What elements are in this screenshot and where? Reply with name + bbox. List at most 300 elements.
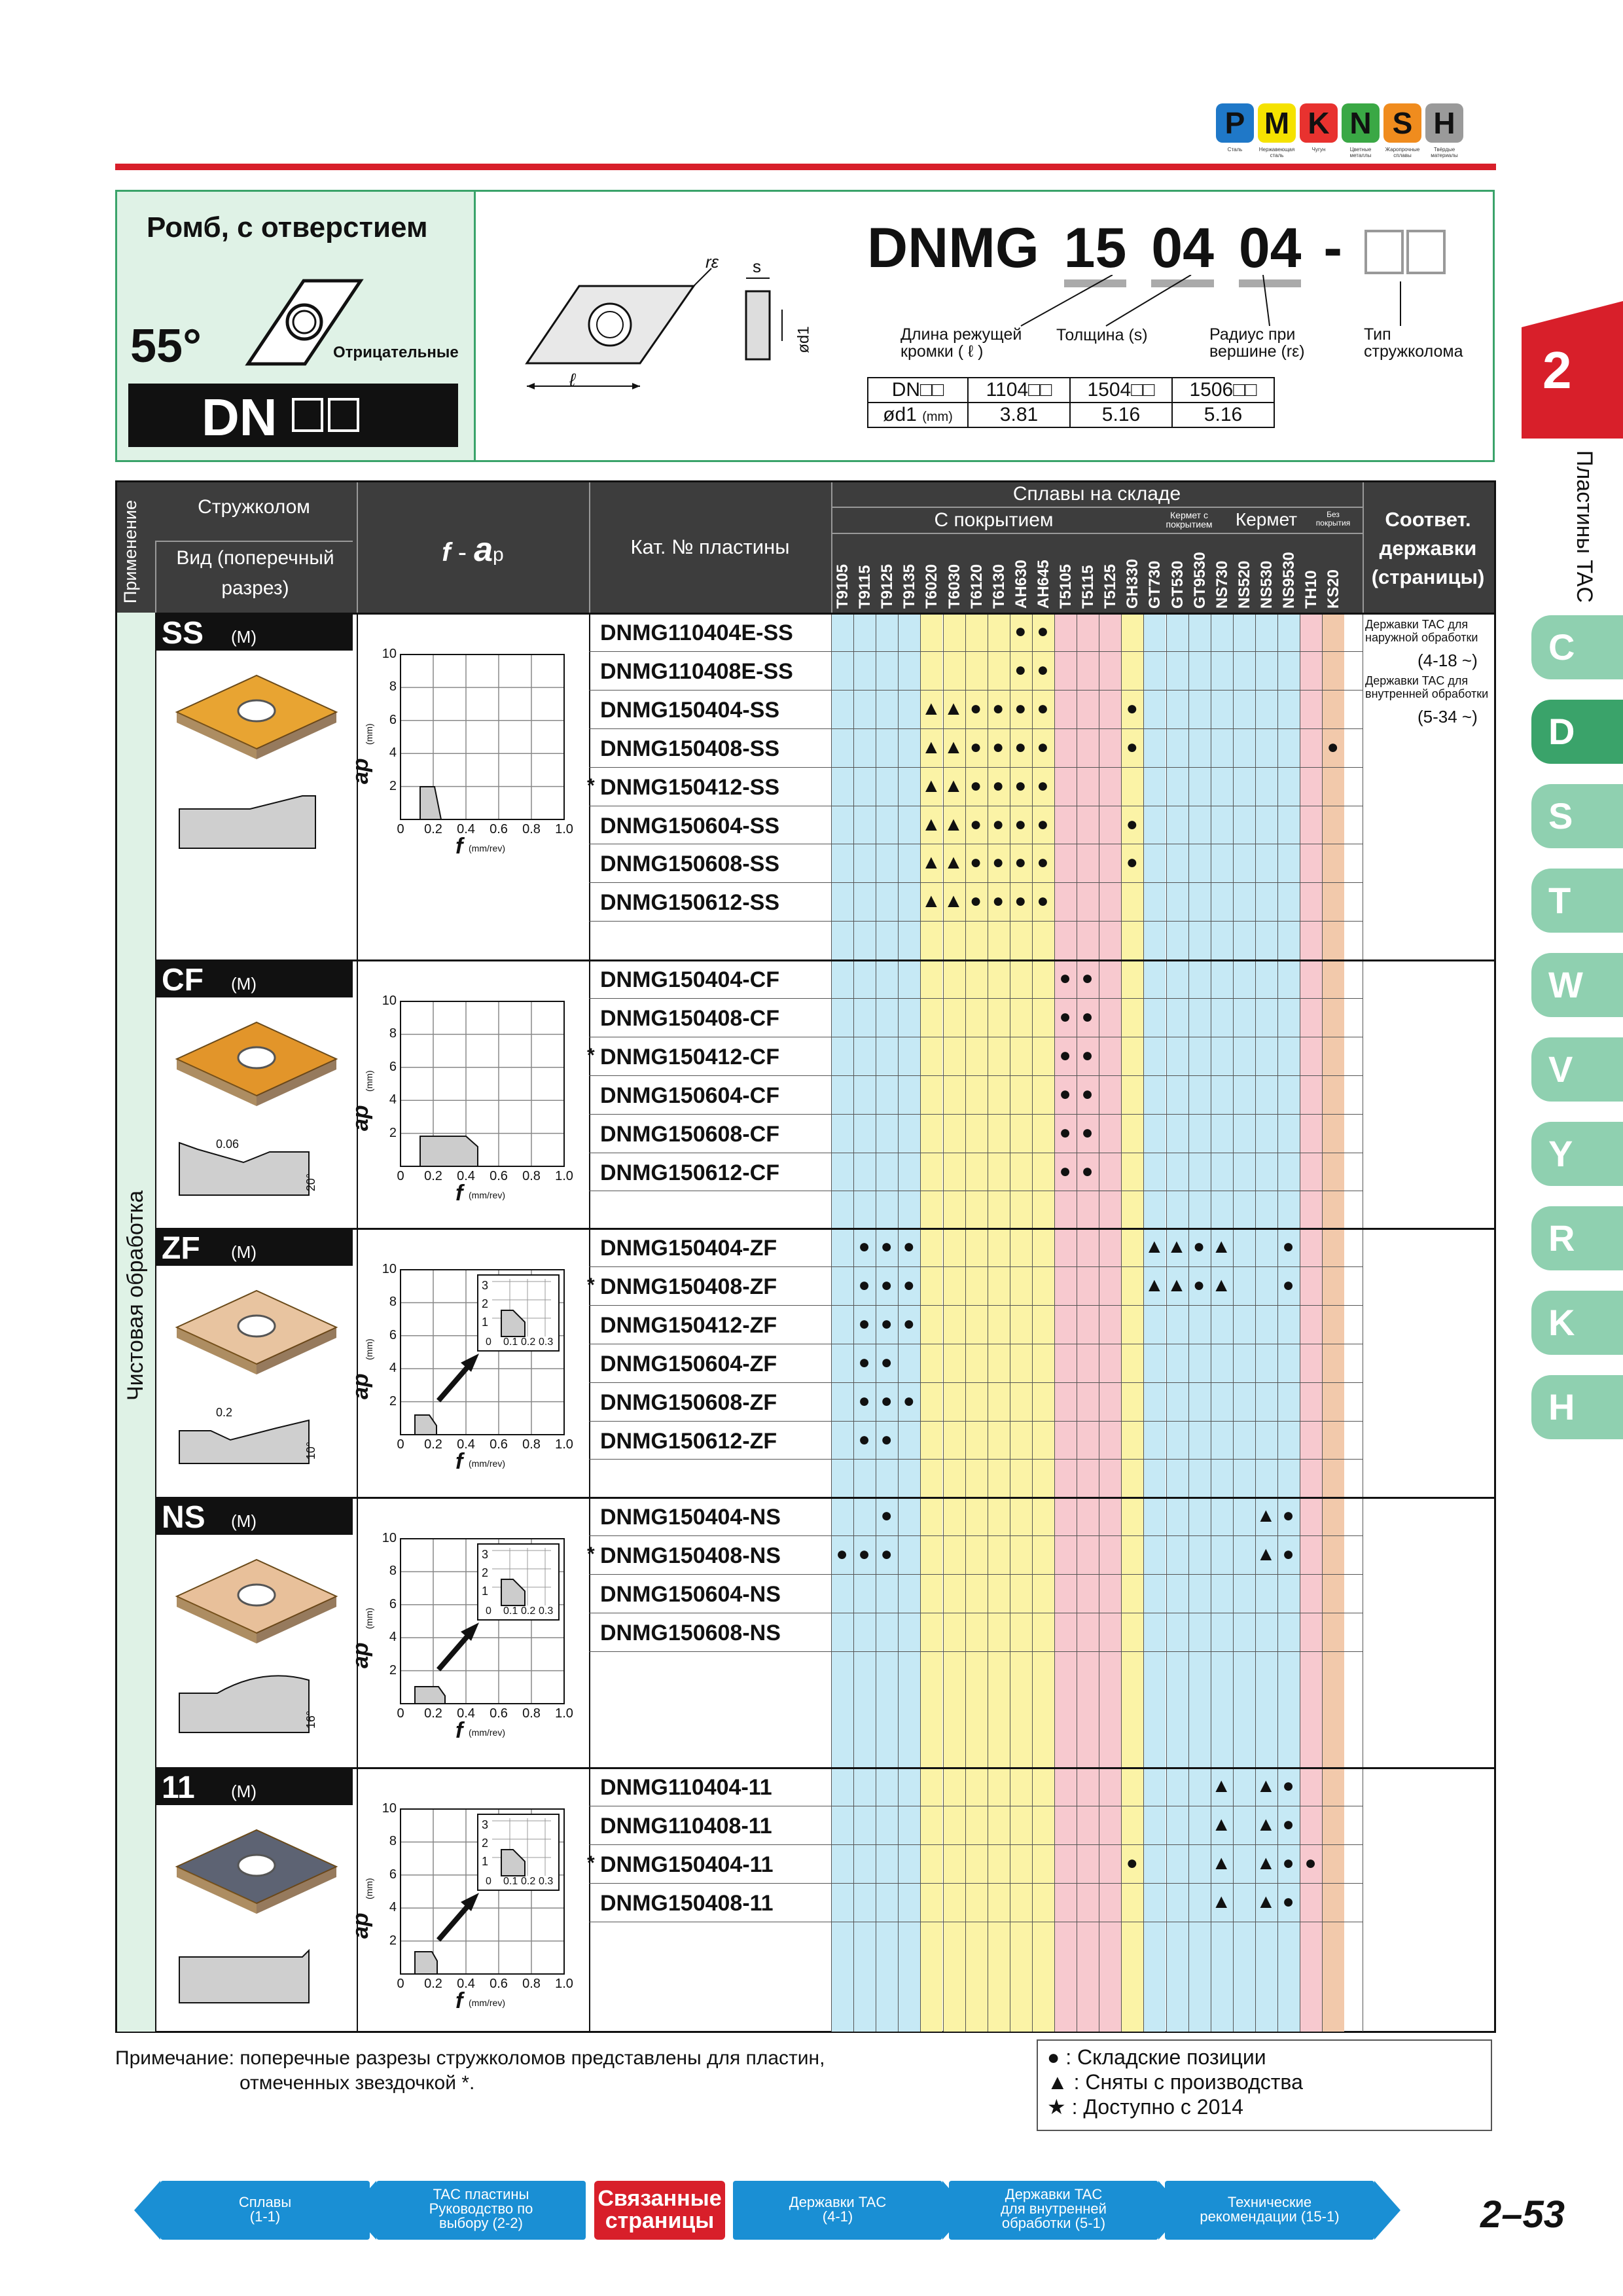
- graph-xtick: 1.0: [555, 1169, 573, 1183]
- dim-row-label: [868, 403, 968, 427]
- availability-mark: ●: [858, 1428, 870, 1450]
- insert-catalog-number: [592, 1006, 779, 1031]
- row-line: [589, 882, 1363, 883]
- row-line: [589, 1651, 1363, 1652]
- side-tab-v[interactable]: V: [1531, 1037, 1623, 1102]
- grade-column-t5105: [1054, 613, 1077, 2032]
- dim-value: 5.16: [1172, 403, 1274, 427]
- insert-catalog-number: [587, 774, 780, 800]
- grade-code: T6020: [923, 564, 941, 609]
- availability-mark: ●: [992, 774, 1005, 797]
- header-vline: [589, 482, 590, 613]
- dim-head: DN□□: [868, 378, 968, 403]
- legend-stock: ● : Складские позиции: [1047, 2045, 1266, 2069]
- graph-ytick: 4: [389, 1092, 397, 1107]
- availability-mark: ●: [1059, 967, 1071, 989]
- graph-xtick: 0.8: [522, 1977, 541, 1991]
- grade-column-t5125: [1099, 613, 1121, 2032]
- graph-xtick: 0.6: [490, 1977, 508, 1991]
- cross-section: [171, 1931, 329, 2009]
- graph-xtick: 1.0: [555, 1706, 573, 1721]
- availability-mark: ●: [1037, 620, 1049, 642]
- graph-xunit: (mm/rev): [469, 843, 505, 853]
- nav-label-line2: (1-1): [249, 2208, 281, 2225]
- material-caption: Нержавеющая сталь: [1258, 147, 1295, 158]
- inset-xtick: 0.1: [503, 1336, 518, 1348]
- breaker-code: CF: [162, 963, 204, 997]
- breaker-m: (M): [231, 1782, 257, 1801]
- inset-xtick: 0.2: [521, 1605, 536, 1617]
- availability-mark: ●: [1014, 658, 1027, 681]
- row-line: [589, 767, 1363, 768]
- nav-label: [949, 2181, 1158, 2231]
- graph-xlabel: f: [455, 1449, 463, 1474]
- nav-button-2[interactable]: [594, 2181, 725, 2240]
- side-tab-s[interactable]: S: [1531, 784, 1623, 848]
- availability-mark: ▲: [1211, 1852, 1232, 1874]
- breaker-m: (M): [231, 974, 257, 994]
- caption-breaker: Тип стружколома: [1364, 325, 1463, 361]
- availability-mark: ●: [1282, 1852, 1294, 1874]
- fap-header-a: a: [474, 531, 493, 569]
- material-m-badge: M: [1258, 103, 1296, 143]
- arrow-left-icon: [134, 2181, 160, 2240]
- availability-mark: ▲: [921, 852, 941, 874]
- section-number: 2: [1543, 341, 1572, 399]
- availability-mark: ●: [1059, 1160, 1071, 1182]
- header-vline: [1363, 482, 1364, 613]
- row-line: [589, 690, 1363, 691]
- nav-label-line2: страницы: [605, 2208, 715, 2233]
- insert-catalog-number: [592, 659, 793, 685]
- side-tab-c[interactable]: C: [1531, 615, 1623, 679]
- row-name: DNMG150608-CF: [600, 1121, 779, 1147]
- shape-panel: [117, 192, 476, 460]
- section-tab-corner: [1522, 301, 1623, 327]
- graph-yunit: (mm): [364, 1070, 374, 1092]
- nav-label-line2: (4-1): [822, 2208, 853, 2225]
- availability-mark: ●: [1037, 813, 1049, 835]
- graph-ylabel: ap: [348, 1642, 373, 1668]
- availability-mark: ●: [880, 1351, 893, 1373]
- table-vline: [589, 613, 590, 2032]
- grade-column-ns520: [1233, 613, 1255, 2032]
- inset-ytick: 3: [482, 1548, 489, 1561]
- availability-mark: ●: [992, 813, 1005, 835]
- graph-yunit: (mm): [364, 1338, 374, 1360]
- row-name: DNMG110404-11: [600, 1775, 772, 1800]
- row-line: [589, 1266, 1363, 1267]
- graph-ytick: 10: [382, 1801, 397, 1816]
- insert-catalog-number: [592, 1429, 777, 1454]
- availability-mark: ●: [1014, 736, 1027, 758]
- section-separator: [155, 1497, 1494, 1499]
- graph-xtick: 0.4: [457, 1437, 475, 1452]
- availability-mark: ●: [858, 1351, 870, 1373]
- breaker-code: 11: [162, 1770, 195, 1805]
- grade-column-gt530: [1166, 613, 1188, 2032]
- row-line: [589, 1114, 1363, 1115]
- row-name: DNMG110408-11: [600, 1813, 772, 1839]
- side-tab-w[interactable]: W: [1531, 953, 1623, 1017]
- availability-mark: ●: [970, 697, 982, 719]
- material-caption: Цветные металлы: [1349, 147, 1372, 158]
- graph-ytick: 8: [389, 1834, 397, 1849]
- graph-ytick: 10: [382, 1262, 397, 1276]
- breaker-code: NS: [162, 1500, 205, 1535]
- availability-mark: ●: [1014, 620, 1027, 642]
- nav-button-1[interactable]: [376, 2181, 586, 2240]
- side-tab-r[interactable]: R: [1531, 1206, 1623, 1270]
- dn-label: DN: [202, 388, 277, 446]
- graph-ytick: 8: [389, 1026, 397, 1041]
- nav-label-line3: выбору (2-2): [439, 2215, 523, 2231]
- grade-code: GT730: [1146, 560, 1164, 609]
- grade-code: GT530: [1168, 560, 1186, 609]
- graph-ytick: 8: [389, 1564, 397, 1579]
- availability-mark: ●: [1081, 1121, 1094, 1143]
- row-name: DNMG150608-SS: [600, 852, 780, 877]
- graph-ylabel: ap: [348, 1105, 373, 1131]
- inset-xtick: 0.2: [521, 1876, 536, 1887]
- graph-xlabel: f: [455, 1718, 463, 1743]
- availability-mark: ●: [992, 852, 1005, 874]
- inset-xtick: 0.3: [539, 1876, 554, 1887]
- material-caption: Чугун: [1311, 147, 1326, 152]
- catalog-header: Кат. № пластины: [630, 535, 790, 558]
- availability-mark: ●: [1037, 736, 1049, 758]
- inset-xtick: 0.3: [539, 1336, 554, 1348]
- breaker-code-bar: [155, 1229, 353, 1266]
- fap-graph: [401, 1270, 564, 1435]
- row-line: [589, 1535, 1363, 1536]
- nav-label: [376, 2181, 586, 2231]
- row-line: [589, 1844, 1363, 1845]
- material-caption: Твёрдые материалы: [1431, 147, 1458, 158]
- row-name: DNMG150604-ZF: [600, 1351, 777, 1376]
- graph-ylabel: ap: [348, 1373, 373, 1399]
- availability-mark: ▲: [1211, 1890, 1232, 1912]
- graph-xtick: 0.2: [424, 1706, 442, 1721]
- availability-mark: ▲: [944, 813, 963, 835]
- availability-mark: ●: [858, 1543, 870, 1565]
- nav-button-5[interactable]: [1165, 2181, 1374, 2240]
- graph-yunit: (mm): [364, 1878, 374, 1899]
- view-header: Вид (поперечный разрез): [176, 547, 334, 599]
- availability-mark: ▲: [1256, 1775, 1276, 1797]
- row-name: DNMG150404-NS: [600, 1505, 781, 1530]
- grade-code: T6120: [967, 564, 986, 609]
- insert-catalog-number: [592, 967, 779, 993]
- breaker-code-bar: [155, 961, 353, 997]
- graph-ylabel: ap: [348, 758, 373, 784]
- row-name: DNMG150604-SS: [600, 813, 780, 838]
- graph-xtick: 0.2: [424, 1977, 442, 1991]
- row-line: [589, 921, 1363, 922]
- availability-mark: ●: [1037, 697, 1049, 719]
- section-separator: [155, 613, 1494, 615]
- row-name: DNMG110408E-SS: [600, 658, 793, 684]
- graph-ytick: 6: [389, 712, 397, 727]
- grade-code: T9115: [856, 565, 874, 609]
- row-line: [589, 998, 1363, 999]
- availability-mark: ●: [880, 1428, 893, 1450]
- nav-label-line1: Связанные: [597, 2186, 722, 2211]
- graph-ytick: 8: [389, 679, 397, 694]
- material-caption: Жаропрочные сплавы: [1385, 147, 1420, 158]
- designation-part-radius: 04: [1239, 217, 1302, 287]
- row-line: [589, 1382, 1363, 1383]
- dim-value: 5.16: [1070, 403, 1172, 427]
- top-rule: [115, 164, 1496, 170]
- designation-part-thickness: 04: [1151, 217, 1214, 287]
- cross-section: [171, 776, 329, 855]
- grade-code: GH330: [1124, 558, 1142, 609]
- designation: [867, 216, 1446, 281]
- availability-mark: ▲: [944, 697, 963, 719]
- row-name: DNMG150604-NS: [600, 1581, 781, 1607]
- graph-xtick: 0.6: [490, 1437, 508, 1452]
- availability-mark: ●: [880, 1312, 893, 1335]
- availability-mark: ▲: [1211, 1236, 1232, 1257]
- graph-ytick: 4: [389, 1361, 397, 1376]
- inset-xtick: 0: [486, 1876, 491, 1887]
- row-name: DNMG150608-NS: [600, 1620, 781, 1645]
- side-tab-t[interactable]: T: [1531, 869, 1623, 933]
- row-name: DNMG150612-CF: [600, 1160, 779, 1185]
- availability-mark: ●: [1081, 967, 1094, 989]
- insert-catalog-number: [592, 1390, 777, 1416]
- graph-xtick: 0.6: [490, 1706, 508, 1721]
- application-name: Чистовая обработка: [123, 1190, 148, 1401]
- grade-column-t5115: [1077, 613, 1099, 2032]
- insert-catalog-number: [592, 620, 793, 646]
- negative-label: Отрицательные: [333, 344, 459, 361]
- grade-column-gt730: [1143, 613, 1166, 2032]
- caption-radius: Радиус при вершине (rε): [1209, 325, 1305, 361]
- grade-code: T6030: [945, 564, 963, 609]
- row-line: [589, 728, 1363, 729]
- row-name: DNMG110404E-SS: [600, 620, 793, 645]
- graph-xtick: 0.2: [424, 822, 442, 836]
- insert-image: [171, 1826, 342, 1918]
- graph-xtick: 0.8: [522, 1169, 541, 1183]
- fap-header-f: f: [442, 538, 451, 567]
- legend-box: [1037, 2039, 1492, 2131]
- graph-xtick: 0.8: [522, 1706, 541, 1721]
- fap-graph: [401, 1539, 564, 1704]
- availability-mark: ●: [1059, 1121, 1071, 1143]
- availability-mark: ●: [1126, 1852, 1138, 1874]
- dim-row-unit: (mm): [922, 410, 953, 424]
- nav-button-0[interactable]: [160, 2181, 370, 2240]
- graph-ytick: 2: [389, 1125, 397, 1140]
- row-name: DNMG150608-ZF: [600, 1390, 777, 1415]
- coated-cermet-header: Кермет с покрытием: [1166, 510, 1213, 529]
- inset-ytick: 3: [482, 1279, 489, 1292]
- availability-mark: ●: [880, 1274, 893, 1296]
- availability-mark: ●: [902, 1390, 915, 1412]
- header-vline: [357, 482, 358, 613]
- graph-xtick: 0: [397, 1437, 404, 1452]
- availability-mark: ●: [1282, 1813, 1294, 1835]
- graph-ytick: 8: [389, 1295, 397, 1310]
- graph-ytick: 4: [389, 1900, 397, 1915]
- fap-header: [357, 530, 589, 569]
- grade-column-th10: [1300, 613, 1322, 2032]
- material-n-badge: N: [1342, 103, 1380, 143]
- availability-mark: ▲: [921, 813, 941, 835]
- nav-label-line3: обработки (5-1): [1001, 2215, 1106, 2231]
- row-line: [589, 1421, 1363, 1422]
- availability-mark: ●: [970, 890, 982, 912]
- availability-mark: ●: [880, 1543, 893, 1565]
- nav-label-line1: Державки TAC: [789, 2194, 887, 2210]
- availability-mark: ●: [1081, 1005, 1094, 1028]
- insert-image: [171, 672, 342, 763]
- nav-button-4[interactable]: [949, 2181, 1158, 2240]
- grade-code: T5115: [1079, 565, 1097, 609]
- nav-label-line1: Державки TAC: [1005, 2186, 1103, 2202]
- fig-s-label: s: [753, 257, 761, 276]
- grades-header: Сплавы на складе: [1012, 483, 1181, 505]
- insert-catalog-number: [592, 698, 779, 723]
- holders-int: Державки TAC для внутренней обработки: [1365, 674, 1489, 700]
- nav-label-line1: Сплавы: [238, 2194, 292, 2210]
- availability-mark: ●: [1282, 1543, 1294, 1565]
- availability-mark: ●: [1014, 890, 1027, 912]
- section-separator: [155, 1767, 1494, 1769]
- availability-mark: ▲: [1211, 1813, 1232, 1835]
- shape-title: Ромб, с отверстием: [147, 211, 428, 243]
- row-line: [589, 1883, 1363, 1884]
- availability-mark: ●: [1282, 1274, 1294, 1296]
- availability-mark: ●: [836, 1543, 848, 1565]
- graph-ytick: 6: [389, 1867, 397, 1882]
- availability-mark: ●: [1081, 1044, 1094, 1066]
- row-line: [589, 1459, 1363, 1460]
- cross-section-dim: 20°: [304, 1173, 318, 1192]
- row-name: DNMG150612-SS: [600, 890, 780, 916]
- breaker-code-bar: [155, 614, 353, 651]
- insert-catalog-number: [592, 852, 779, 877]
- availability-mark: ▲: [1145, 1236, 1164, 1257]
- availability-mark: ●: [992, 697, 1005, 719]
- graph-ytick: 4: [389, 1630, 397, 1645]
- availability-mark: ●: [1126, 697, 1138, 719]
- graph-ytick: 6: [389, 1327, 397, 1342]
- availability-mark: ●: [1059, 1083, 1071, 1105]
- availability-mark: ●: [1304, 1852, 1317, 1874]
- grade-code: T9135: [901, 564, 919, 609]
- fig-d1-label: ød1: [794, 326, 813, 353]
- dim-head: 1506□□: [1172, 378, 1274, 403]
- availability-mark: ▲: [921, 697, 941, 719]
- table-vline: [357, 613, 358, 2032]
- breaker-code-bar: [155, 1768, 353, 1805]
- header-hline: [831, 533, 1363, 534]
- availability-mark: ▲: [1145, 1274, 1164, 1296]
- row-name: DNMG150412-ZF: [600, 1312, 777, 1338]
- row-name: DNMG150408-11: [600, 1890, 774, 1916]
- availability-mark: ●: [1282, 1505, 1294, 1526]
- row-name: DNMG150404-SS: [600, 697, 780, 723]
- nav-button-3[interactable]: [733, 2181, 942, 2240]
- grade-column-t9105: [831, 613, 853, 2032]
- insert-catalog-number: [592, 1775, 772, 1801]
- nav-label-line1: Технические: [1227, 2194, 1312, 2210]
- side-tab-h[interactable]: H: [1531, 1375, 1623, 1439]
- grade-code: T6130: [990, 564, 1008, 609]
- row-star: *: [587, 1543, 595, 1565]
- insert-figure: [520, 245, 834, 403]
- header-vline: [831, 482, 832, 613]
- availability-mark: ●: [1014, 852, 1027, 874]
- insert-catalog-number: [587, 1274, 777, 1300]
- nav-label-line2: рекомендации (15-1): [1200, 2208, 1340, 2225]
- graph-xtick: 0.8: [522, 822, 541, 836]
- material-k-badge: K: [1300, 103, 1338, 143]
- graph-xtick: 0.2: [424, 1169, 442, 1183]
- side-tab-y[interactable]: Y: [1531, 1122, 1623, 1186]
- availability-mark: ▲: [1167, 1236, 1186, 1257]
- inset-ytick: 2: [482, 1837, 489, 1850]
- graph-xtick: 0: [397, 1169, 404, 1183]
- holders-int-pages: (5-34 ~): [1418, 707, 1478, 726]
- insert-catalog-number: [592, 1083, 779, 1109]
- dim-head: 1504□□: [1070, 378, 1172, 403]
- dimension-table: [867, 377, 1275, 428]
- graph-ylabel: ap: [348, 1912, 373, 1939]
- side-label: Пластины TAC: [1572, 450, 1597, 603]
- uncoated-header: Без покрытия: [1315, 510, 1351, 528]
- fap-graph: [401, 1001, 564, 1166]
- graph-xtick: 0.4: [457, 1706, 475, 1721]
- graph-xtick: 0.6: [490, 822, 508, 836]
- graph-xlabel: f: [455, 1988, 463, 2013]
- row-name: DNMG150408-NS: [600, 1543, 781, 1568]
- grade-code: NS730: [1213, 560, 1231, 609]
- row-line: [589, 1305, 1363, 1306]
- side-tab-d[interactable]: D: [1531, 700, 1623, 764]
- graph-ytick: 10: [382, 994, 397, 1008]
- availability-mark: ●: [1126, 852, 1138, 874]
- availability-mark: ●: [1014, 813, 1027, 835]
- insert-catalog-number: [592, 1505, 781, 1530]
- graph-ytick: 4: [389, 745, 397, 761]
- availability-mark: ●: [1037, 774, 1049, 797]
- legend-discontinued: ▲ : Сняты с производства: [1047, 2070, 1303, 2094]
- legend-new: ★ : Доступно с 2014: [1047, 2095, 1243, 2119]
- header-hline: [831, 507, 1363, 508]
- material-h-badge: H: [1425, 103, 1463, 143]
- material-s-badge: S: [1383, 103, 1421, 143]
- inset-xtick: 0.2: [521, 1336, 536, 1348]
- designation-part-length: 15: [1064, 217, 1127, 287]
- breaker-code: SS: [162, 616, 204, 651]
- fig-l-label: ℓ: [569, 370, 576, 390]
- availability-mark: ●: [1081, 1083, 1094, 1105]
- inset-xtick: 0.1: [503, 1876, 518, 1887]
- insert-catalog-number: [592, 890, 779, 916]
- row-name: DNMG150408-ZF: [600, 1274, 777, 1299]
- header-vline: [155, 542, 156, 613]
- availability-mark: ▲: [944, 736, 963, 758]
- side-tab-k[interactable]: K: [1531, 1291, 1623, 1355]
- availability-mark: ●: [858, 1274, 870, 1296]
- row-star: *: [587, 774, 595, 797]
- row-name: DNMG150412-CF: [600, 1044, 779, 1069]
